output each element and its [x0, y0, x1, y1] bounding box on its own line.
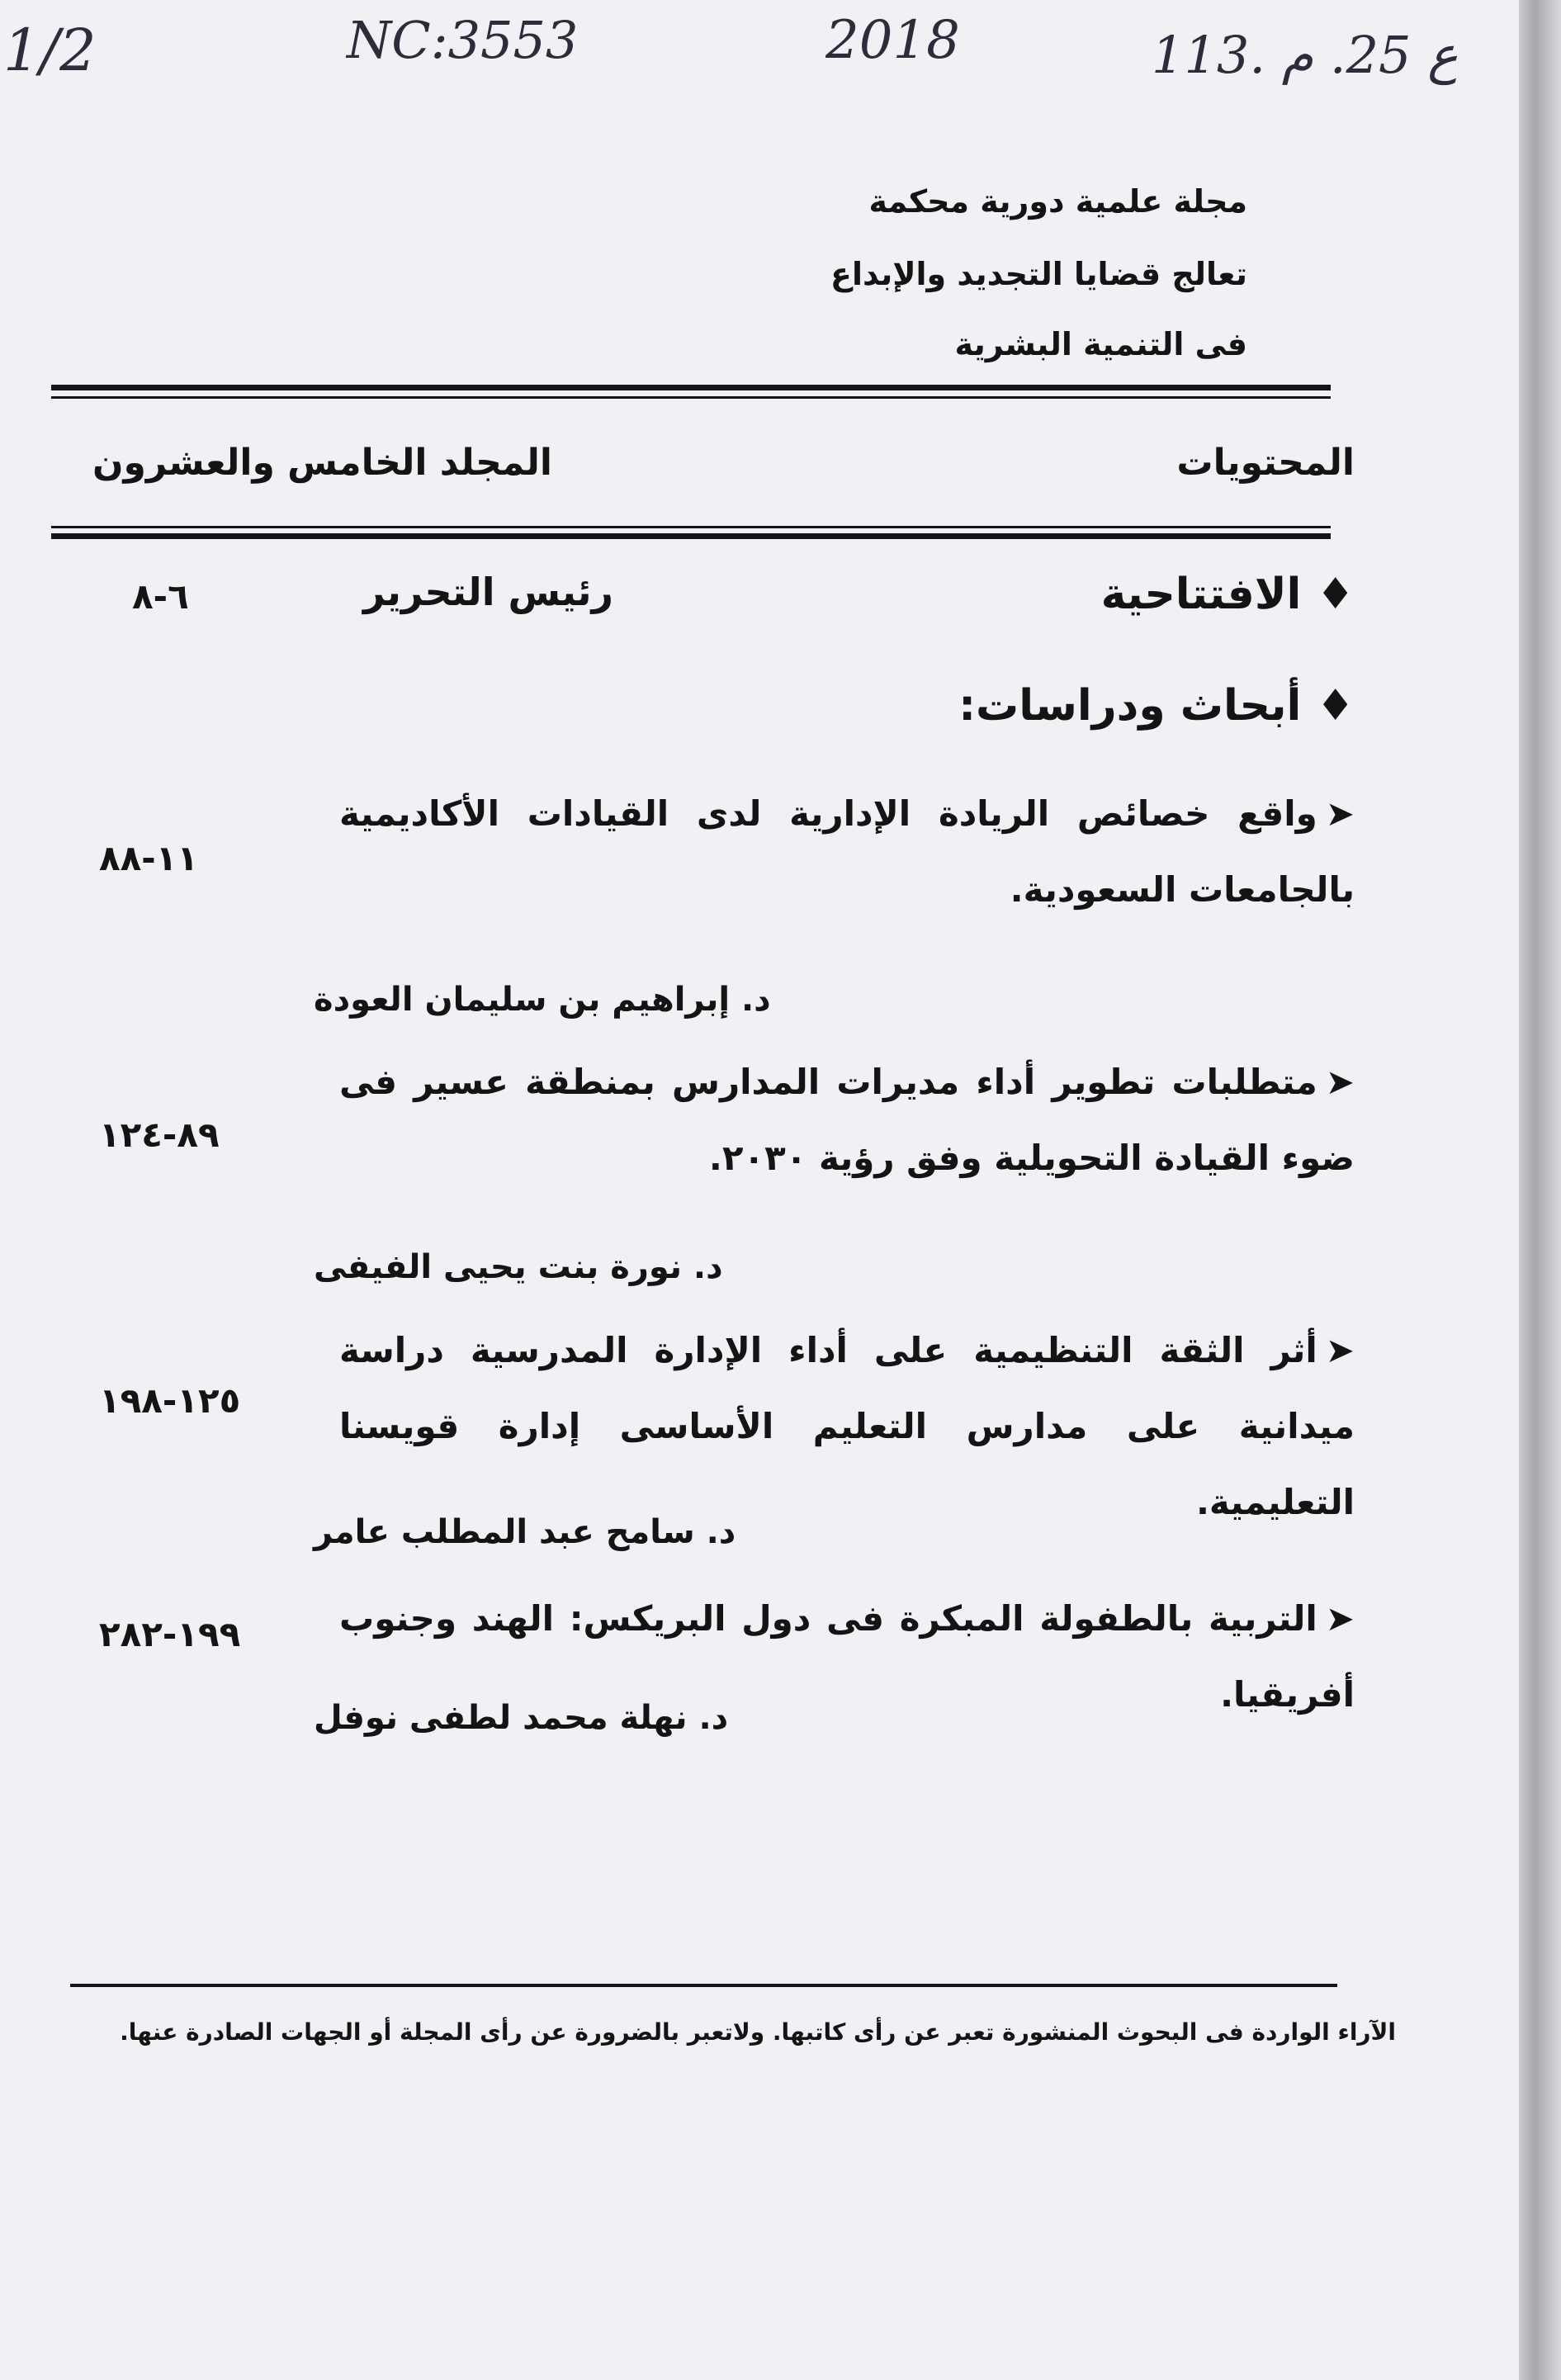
article-pages-1: ١١-٨٨: [99, 838, 198, 878]
editorial-label: الافتتاحية: [1100, 570, 1302, 619]
divider-top-thin: [51, 396, 1331, 399]
article-author-1: د. إبراهيم بن سليمان العودة: [314, 981, 771, 1019]
journal-scope: تعالج قضايا التجديد والإبداع: [830, 256, 1247, 292]
handwritten-year: 2018: [825, 10, 960, 71]
page-edge-shadow: [1519, 0, 1561, 2380]
editorial-entry: [1101, 570, 1355, 619]
divider-top-thick: [51, 385, 1331, 390]
chevron-bullet-icon: ➤: [1325, 1330, 1355, 1370]
article-title-text-2: متطلبات تطوير أداء مديرات المدارس بمنطقة عسير فى ضوء القيادة التحويلية وفق رؤية ٢٠٣٠.: [339, 1062, 1355, 1178]
editorial-editor: رئيس التحرير: [363, 570, 614, 614]
article-pages-4: ١٩٩-٢٨٢: [99, 1614, 241, 1654]
chevron-bullet-icon: ➤: [1325, 1062, 1355, 1102]
journal-field: فى التنمية البشرية: [954, 326, 1247, 362]
article-title-1: [339, 776, 1355, 928]
journal-descriptor: مجلة علمية دورية محكمة: [868, 183, 1247, 220]
article-author-3: د. سامح عبد المطلب عامر: [314, 1513, 736, 1551]
section-heading: [958, 681, 1355, 731]
divider-mid-thin: [51, 526, 1331, 528]
handwritten-reference: 113. ع 25. م: [1152, 25, 1459, 85]
article-title-text-3: أثر الثقة التنظيمية على أداء الإدارة المدرسية دراسة ميدانية على مدارس التعليم الأساسى إدارة قويسنا التعليمية.: [339, 1330, 1355, 1522]
contents-title: المحتويات: [1176, 442, 1355, 484]
article-title-text-4: التربية بالطفولة المبكرة فى دول البريكس: الهند وجنوب أفريقيا.: [339, 1598, 1355, 1715]
divider-mid-thick: [51, 533, 1331, 539]
article-pages-2: ٨٩-١٢٤: [99, 1114, 220, 1155]
disclaimer-footnote: الآراء الواردة فى البحوث المنشورة تعبر عن رأى كاتبها. ولاتعبر بالضرورة عن رأى المجلة أو الجهات الصادرة عنها.: [120, 2018, 1396, 2046]
article-title-text-1: واقع خصائص الريادة الإدارية لدى القيادات الأكاديمية بالجامعات السعودية.: [339, 793, 1355, 910]
chevron-bullet-icon: ➤: [1325, 793, 1355, 834]
volume-label: المجلد الخامس والعشرون: [92, 442, 552, 484]
divider-footer: [70, 1984, 1337, 1987]
article-author-4: د. نهلة محمد لطفى نوفل: [314, 1699, 729, 1737]
editorial-pages: ٦-٨: [132, 576, 189, 617]
chevron-bullet-icon: ➤: [1325, 1598, 1355, 1639]
article-pages-3: ١٢٥-١٩٨: [99, 1380, 241, 1421]
article-author-2: د. نورة بنت يحيى الفيفى: [314, 1248, 723, 1286]
diamond-bullet-icon: ♦: [1316, 570, 1355, 619]
handwritten-page-fraction: 1/2: [3, 17, 97, 84]
handwritten-code: NC:3553: [347, 10, 579, 70]
diamond-bullet-icon: ♦: [1316, 681, 1355, 731]
article-title-3: [339, 1313, 1355, 1540]
section-label: أبحاث ودراسات:: [958, 681, 1302, 731]
article-title-2: [339, 1044, 1355, 1196]
